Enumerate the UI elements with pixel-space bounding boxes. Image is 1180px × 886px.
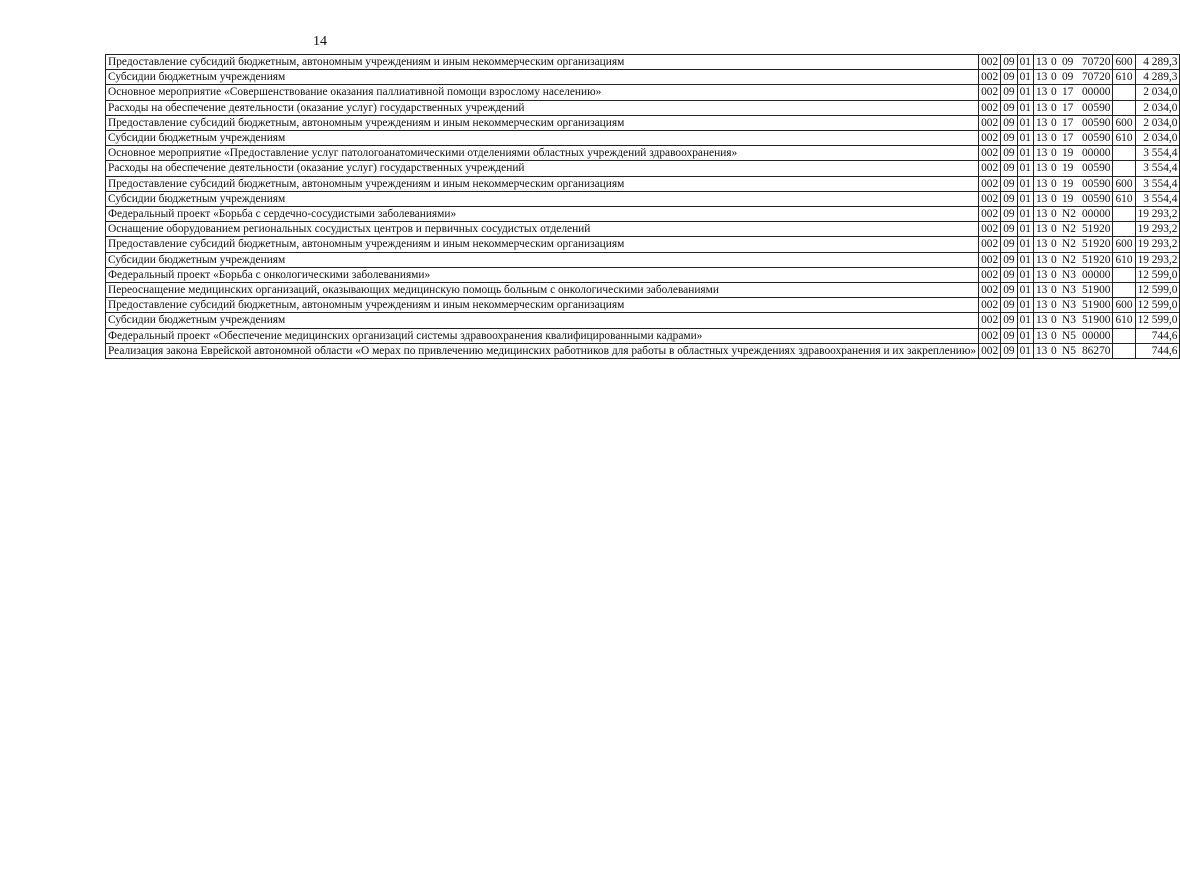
subsection-code: 01 [1017, 146, 1033, 161]
amount-value: 19 293,2 [1135, 207, 1180, 222]
amount-value: 19 293,2 [1135, 237, 1180, 252]
amount-value: 2 034,0 [1135, 115, 1180, 130]
amount-value: 3 554,4 [1135, 161, 1180, 176]
admin-code: 002 [979, 115, 1001, 130]
csr-expense-code: 00590 [1081, 162, 1111, 175]
csr-program: 13 [1035, 101, 1048, 114]
admin-code: 002 [979, 343, 1001, 358]
admin-code: 002 [979, 267, 1001, 282]
target-article-code [1033, 267, 1112, 282]
budget-table-body [106, 55, 1180, 359]
section-code: 09 [1001, 343, 1017, 358]
table-row [106, 237, 1180, 252]
table-row [106, 222, 1180, 237]
subsection-code: 01 [1017, 115, 1033, 130]
csr-direction: 19 [1061, 177, 1074, 190]
subsection-code: 01 [1017, 161, 1033, 176]
csr-expense-code: 51900 [1081, 314, 1111, 327]
csr-expense-code: 51920 [1081, 223, 1111, 236]
subsection-code: 01 [1017, 131, 1033, 146]
target-article-code [1033, 146, 1112, 161]
section-code: 09 [1001, 176, 1017, 191]
admin-code: 002 [979, 328, 1001, 343]
target-article-code [1033, 131, 1112, 146]
section-code: 09 [1001, 85, 1017, 100]
target-article-code [1033, 222, 1112, 237]
csr-subprogram: 0 [1050, 192, 1057, 205]
table-row [106, 252, 1180, 267]
admin-code: 002 [979, 100, 1001, 115]
section-code: 09 [1001, 283, 1017, 298]
csr-direction: 09 [1061, 56, 1074, 68]
csr-subprogram: 0 [1050, 132, 1057, 145]
amount-value: 12 599,0 [1135, 298, 1180, 313]
csr-subprogram: 0 [1050, 284, 1057, 297]
row-name-cell [106, 298, 979, 313]
csr-expense-code: 51900 [1081, 284, 1111, 297]
subsection-code: 01 [1017, 222, 1033, 237]
amount-value: 744,6 [1135, 328, 1180, 343]
csr-program: 13 [1035, 238, 1048, 251]
admin-code: 002 [979, 222, 1001, 237]
table-row [106, 207, 1180, 222]
row-name: Оснащение оборудованием региональных сосудистых центров и первичных сосудистых отделений [108, 223, 591, 236]
subsection-code: 01 [1017, 313, 1033, 328]
csr-direction: 19 [1061, 192, 1074, 205]
row-name-cell [106, 313, 979, 328]
row-name: Федеральный проект «Борьба с онкологическими заболеваниями» [108, 268, 431, 281]
csr-direction: 17 [1061, 101, 1074, 114]
amount-value: 12 599,0 [1135, 283, 1180, 298]
expense-type-code: 600 [1113, 237, 1135, 252]
csr-subprogram: 0 [1050, 329, 1057, 342]
target-article-code [1033, 176, 1112, 191]
admin-code: 002 [979, 252, 1001, 267]
csr-program: 13 [1035, 223, 1048, 236]
row-name-cell [106, 115, 979, 130]
csr-expense-code: 00590 [1081, 132, 1111, 145]
table-row [106, 191, 1180, 206]
row-name-cell [106, 55, 979, 70]
target-article-code [1033, 343, 1112, 358]
row-name: Реализация закона Еврейской автономной области «О мерах по привлечению медицинских работников для работы в областных учреждениях здравоохранения и их закреплению» [108, 344, 977, 357]
csr-program: 13 [1035, 344, 1048, 357]
row-name: Расходы на обеспечение деятельности (оказание услуг) государственных учреждений [108, 101, 525, 114]
csr-expense-code: 00590 [1081, 177, 1111, 190]
row-name-cell [106, 161, 979, 176]
csr-expense-code: 70720 [1081, 56, 1111, 68]
expense-type-code [1113, 343, 1135, 358]
section-code: 09 [1001, 207, 1017, 222]
section-code: 09 [1001, 237, 1017, 252]
subsection-code: 01 [1017, 207, 1033, 222]
expense-type-code: 600 [1113, 176, 1135, 191]
row-name-cell [106, 283, 979, 298]
csr-program: 13 [1035, 284, 1048, 297]
row-name-cell [106, 131, 979, 146]
expense-type-code: 600 [1113, 55, 1135, 70]
csr-program: 13 [1035, 208, 1048, 221]
amount-value: 744,6 [1135, 343, 1180, 358]
csr-direction: N3 [1061, 268, 1076, 281]
row-name-cell [106, 222, 979, 237]
csr-direction: N2 [1061, 223, 1076, 236]
csr-direction: N3 [1061, 284, 1076, 297]
expense-type-code: 600 [1113, 115, 1135, 130]
csr-subprogram: 0 [1050, 101, 1057, 114]
row-name: Субсидии бюджетным учреждениям [108, 132, 286, 145]
csr-program: 13 [1035, 56, 1048, 68]
csr-direction: N5 [1061, 344, 1076, 357]
table-row [106, 298, 1180, 313]
csr-program: 13 [1035, 177, 1048, 190]
csr-program: 13 [1035, 253, 1048, 266]
row-name: Субсидии бюджетным учреждениям [108, 71, 286, 84]
csr-program: 13 [1035, 299, 1048, 312]
row-name-cell [106, 237, 979, 252]
admin-code: 002 [979, 131, 1001, 146]
csr-direction: 09 [1061, 71, 1074, 84]
csr-program: 13 [1035, 162, 1048, 175]
table-row [106, 131, 1180, 146]
section-code: 09 [1001, 252, 1017, 267]
table-row [106, 85, 1180, 100]
admin-code: 002 [979, 298, 1001, 313]
expense-type-code: 610 [1113, 313, 1135, 328]
section-code: 09 [1001, 191, 1017, 206]
row-name: Переоснащение медицинских организаций, оказывающих медицинскую помощь больным с онкологическими заболеваниями [108, 284, 719, 297]
amount-value: 12 599,0 [1135, 313, 1180, 328]
section-code: 09 [1001, 131, 1017, 146]
target-article-code [1033, 313, 1112, 328]
row-name: Предоставление субсидий бюджетным, автономным учреждениям и иным некоммерческим организациям [108, 116, 625, 129]
csr-subprogram: 0 [1050, 253, 1057, 266]
row-name: Предоставление субсидий бюджетным, автономным учреждениям и иным некоммерческим организациям [108, 238, 625, 251]
csr-subprogram: 0 [1050, 208, 1057, 221]
csr-direction: N2 [1061, 253, 1076, 266]
row-name: Субсидии бюджетным учреждениям [108, 314, 286, 327]
csr-direction: 19 [1061, 147, 1074, 160]
row-name: Расходы на обеспечение деятельности (оказание услуг) государственных учреждений [108, 162, 525, 175]
section-code: 09 [1001, 328, 1017, 343]
csr-subprogram: 0 [1050, 268, 1057, 281]
csr-program: 13 [1035, 314, 1048, 327]
amount-value: 2 034,0 [1135, 85, 1180, 100]
expense-type-code [1113, 222, 1135, 237]
row-name-cell [106, 176, 979, 191]
csr-subprogram: 0 [1050, 299, 1057, 312]
row-name-cell [106, 207, 979, 222]
table-row [106, 176, 1180, 191]
csr-subprogram: 0 [1050, 56, 1057, 68]
admin-code: 002 [979, 85, 1001, 100]
table-row [106, 70, 1180, 85]
section-code: 09 [1001, 161, 1017, 176]
expense-type-code [1113, 100, 1135, 115]
csr-direction: N3 [1061, 314, 1076, 327]
csr-subprogram: 0 [1050, 71, 1057, 84]
csr-program: 13 [1035, 86, 1048, 99]
csr-program: 13 [1035, 147, 1048, 160]
expense-type-code [1113, 146, 1135, 161]
table-row [106, 343, 1180, 358]
csr-subprogram: 0 [1050, 116, 1057, 129]
csr-direction: 19 [1061, 162, 1074, 175]
csr-direction: 17 [1061, 86, 1074, 99]
admin-code: 002 [979, 283, 1001, 298]
csr-program: 13 [1035, 116, 1048, 129]
table-row [106, 267, 1180, 282]
csr-expense-code: 00590 [1081, 116, 1111, 129]
row-name-cell [106, 100, 979, 115]
amount-value: 19 293,2 [1135, 252, 1180, 267]
csr-direction: 17 [1061, 132, 1074, 145]
subsection-code: 01 [1017, 298, 1033, 313]
admin-code: 002 [979, 176, 1001, 191]
csr-expense-code: 00590 [1081, 101, 1111, 114]
target-article-code [1033, 328, 1112, 343]
table-row [106, 161, 1180, 176]
target-article-code [1033, 237, 1112, 252]
admin-code: 002 [979, 70, 1001, 85]
subsection-code: 01 [1017, 267, 1033, 282]
table-row [106, 328, 1180, 343]
expense-type-code [1113, 328, 1135, 343]
row-name: Основное мероприятие «Предоставление услуг патологоанатомическими отделениями областных учреждений здравоохранения» [108, 147, 738, 160]
amount-value: 3 554,4 [1135, 191, 1180, 206]
target-article-code [1033, 100, 1112, 115]
csr-subprogram: 0 [1050, 223, 1057, 236]
admin-code: 002 [979, 161, 1001, 176]
table-row [106, 146, 1180, 161]
csr-expense-code: 51920 [1081, 238, 1111, 251]
expense-type-code [1113, 85, 1135, 100]
row-name: Федеральный проект «Обеспечение медицинских организаций системы здравоохранения квалифицированными кадрами» [108, 329, 703, 342]
expense-type-code: 600 [1113, 298, 1135, 313]
expense-type-code [1113, 207, 1135, 222]
amount-value: 12 599,0 [1135, 267, 1180, 282]
page-number: 14 [313, 34, 327, 49]
csr-expense-code: 00000 [1081, 268, 1111, 281]
section-code: 09 [1001, 55, 1017, 70]
admin-code: 002 [979, 191, 1001, 206]
target-article-code [1033, 252, 1112, 267]
csr-subprogram: 0 [1050, 344, 1057, 357]
csr-expense-code: 00000 [1081, 208, 1111, 221]
target-article-code [1033, 298, 1112, 313]
expense-type-code [1113, 283, 1135, 298]
csr-expense-code: 00000 [1081, 329, 1111, 342]
target-article-code [1033, 207, 1112, 222]
subsection-code: 01 [1017, 252, 1033, 267]
csr-direction: N3 [1061, 299, 1076, 312]
target-article-code [1033, 283, 1112, 298]
admin-code: 002 [979, 207, 1001, 222]
subsection-code: 01 [1017, 328, 1033, 343]
subsection-code: 01 [1017, 343, 1033, 358]
row-name: Основное мероприятие «Совершенствование оказания паллиативной помощи взрослому населению» [108, 86, 602, 99]
csr-expense-code: 70720 [1081, 71, 1111, 84]
amount-value: 3 554,4 [1135, 176, 1180, 191]
table-row [106, 283, 1180, 298]
csr-program: 13 [1035, 329, 1048, 342]
section-code: 09 [1001, 115, 1017, 130]
row-name-cell [106, 70, 979, 85]
expense-type-code: 610 [1113, 252, 1135, 267]
subsection-code: 01 [1017, 70, 1033, 85]
csr-direction: N2 [1061, 208, 1076, 221]
row-name: Субсидии бюджетным учреждениям [108, 253, 286, 266]
table-row [106, 55, 1180, 70]
csr-expense-code: 00000 [1081, 147, 1111, 160]
csr-subprogram: 0 [1050, 86, 1057, 99]
row-name: Предоставление субсидий бюджетным, автономным учреждениям и иным некоммерческим организациям [108, 299, 625, 312]
subsection-code: 01 [1017, 100, 1033, 115]
row-name: Федеральный проект «Борьба с сердечно-сосудистыми заболеваниями» [108, 208, 457, 221]
csr-program: 13 [1035, 192, 1048, 205]
expense-type-code [1113, 161, 1135, 176]
csr-expense-code: 51920 [1081, 253, 1111, 266]
csr-subprogram: 0 [1050, 314, 1057, 327]
section-code: 09 [1001, 267, 1017, 282]
csr-expense-code: 00000 [1081, 86, 1111, 99]
table-row [106, 115, 1180, 130]
csr-expense-code: 86270 [1081, 344, 1111, 357]
row-name-cell [106, 146, 979, 161]
csr-program: 13 [1035, 71, 1048, 84]
section-code: 09 [1001, 146, 1017, 161]
target-article-code [1033, 191, 1112, 206]
admin-code: 002 [979, 237, 1001, 252]
row-name-cell [106, 252, 979, 267]
csr-program: 13 [1035, 132, 1048, 145]
expense-type-code [1113, 267, 1135, 282]
target-article-code [1033, 85, 1112, 100]
amount-value: 4 289,3 [1135, 55, 1180, 70]
subsection-code: 01 [1017, 176, 1033, 191]
amount-value: 2 034,0 [1135, 131, 1180, 146]
target-article-code [1033, 115, 1112, 130]
row-name: Предоставление субсидий бюджетным, автономным учреждениям и иным некоммерческим организациям [108, 177, 625, 190]
csr-direction: 17 [1061, 116, 1074, 129]
subsection-code: 01 [1017, 191, 1033, 206]
budget-table [105, 54, 1180, 359]
csr-subprogram: 0 [1050, 238, 1057, 251]
admin-code: 002 [979, 146, 1001, 161]
table-row [106, 313, 1180, 328]
expense-type-code: 610 [1113, 131, 1135, 146]
row-name-cell [106, 328, 979, 343]
section-code: 09 [1001, 313, 1017, 328]
csr-subprogram: 0 [1050, 177, 1057, 190]
admin-code: 002 [979, 313, 1001, 328]
subsection-code: 01 [1017, 237, 1033, 252]
csr-direction: N2 [1061, 238, 1076, 251]
subsection-code: 01 [1017, 85, 1033, 100]
row-name-cell [106, 267, 979, 282]
csr-subprogram: 0 [1050, 147, 1057, 160]
target-article-code [1033, 70, 1112, 85]
csr-direction: N5 [1061, 329, 1076, 342]
row-name-cell [106, 343, 979, 358]
target-article-code [1033, 55, 1112, 70]
row-name-cell [106, 85, 979, 100]
row-name: Субсидии бюджетным учреждениям [108, 192, 286, 205]
amount-value: 3 554,4 [1135, 146, 1180, 161]
section-code: 09 [1001, 298, 1017, 313]
subsection-code: 01 [1017, 283, 1033, 298]
csr-program: 13 [1035, 268, 1048, 281]
amount-value: 2 034,0 [1135, 100, 1180, 115]
csr-subprogram: 0 [1050, 162, 1057, 175]
amount-value: 4 289,3 [1135, 70, 1180, 85]
target-article-code [1033, 161, 1112, 176]
admin-code: 002 [979, 55, 1001, 70]
section-code: 09 [1001, 222, 1017, 237]
expense-type-code: 610 [1113, 70, 1135, 85]
section-code: 09 [1001, 100, 1017, 115]
section-code: 09 [1001, 70, 1017, 85]
expense-type-code: 610 [1113, 191, 1135, 206]
subsection-code: 01 [1017, 55, 1033, 70]
csr-expense-code: 51900 [1081, 299, 1111, 312]
row-name-cell [106, 191, 979, 206]
amount-value: 19 293,2 [1135, 222, 1180, 237]
row-name: Предоставление субсидий бюджетным, автономным учреждениям и иным некоммерческим организациям [108, 56, 625, 68]
csr-expense-code: 00590 [1081, 192, 1111, 205]
table-row [106, 100, 1180, 115]
